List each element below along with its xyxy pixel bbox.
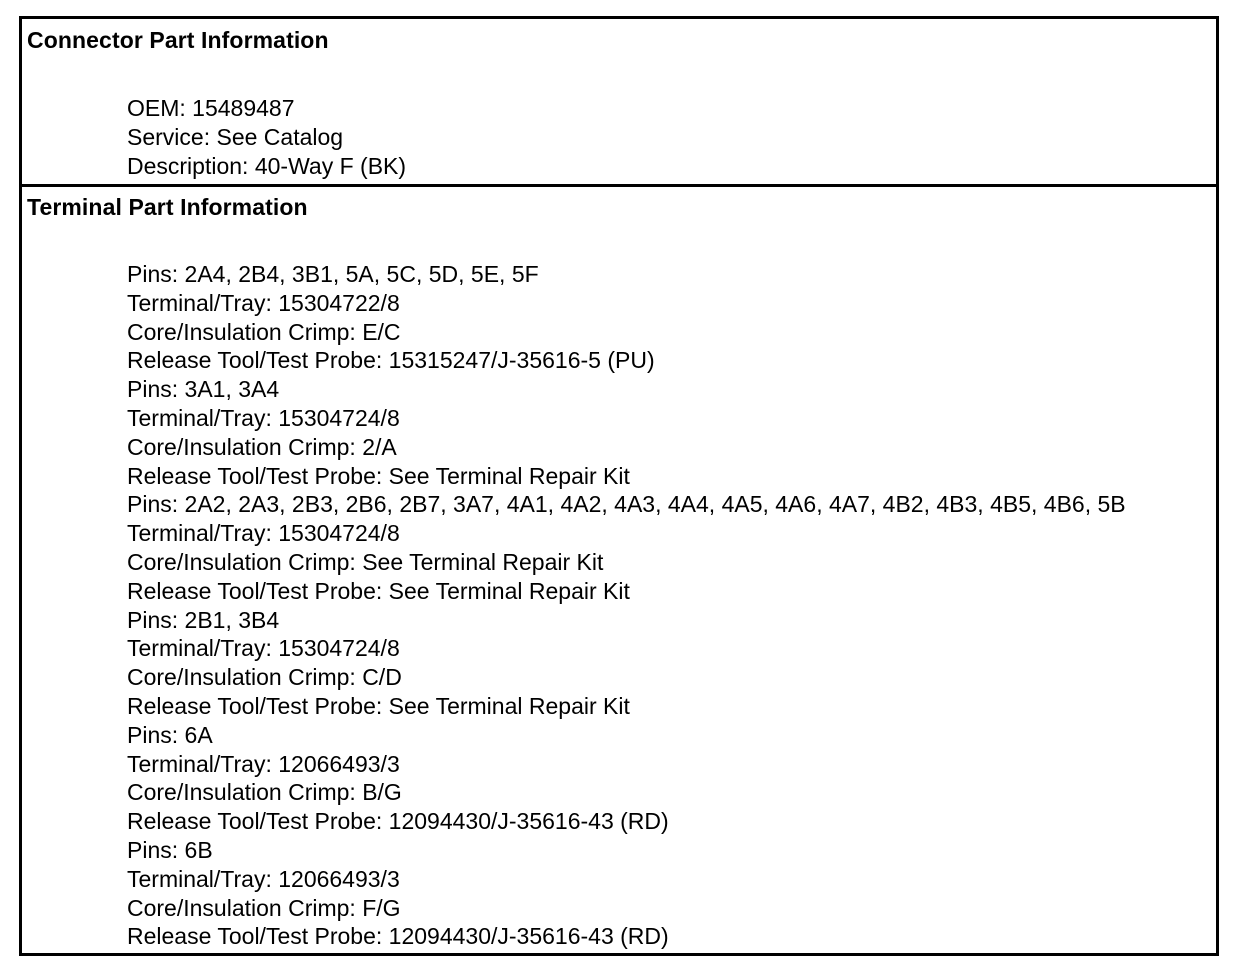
terminal-group-5-crimp: Core/Insulation Crimp: B/G [127,779,402,806]
terminal-group-2-release-tool: Release Tool/Test Probe: See Terminal Repair Kit [127,462,630,489]
terminal-group-6-pins: Pins: 6B [127,836,213,863]
terminal-group-6-crimp: Core/Insulation Crimp: F/G [127,894,401,921]
connector-description-line: Description: 40-Way F (BK) [127,152,407,179]
terminal-group-5-tray: Terminal/Tray: 12066493/3 [127,750,400,777]
terminal-group-1-tray: Terminal/Tray: 15304722/8 [127,289,400,316]
connector-section-title: Connector Part Information [27,27,329,53]
terminal-group-2-pins: Pins: 3A1, 3A4 [127,376,280,403]
terminal-group-3-pins: Pins: 2A2, 2A3, 2B3, 2B6, 2B7, 3A7, 4A1, 4A2, 4A3, 4A4, 4A5, 4A6, 4A7, 4B2, 4B3, 4B5, 4B6, 5B [127,491,1126,518]
terminal-group-1-crimp: Core/Insulation Crimp: E/C [127,318,401,345]
terminal-group-6-tray: Terminal/Tray: 12066493/3 [127,865,400,892]
terminal-group-1-pins: Pins: 2A4, 2B4, 3B1, 5A, 5C, 5D, 5E, 5F [127,261,539,287]
terminal-group-5-pins: Pins: 6A [127,721,213,748]
terminal-group-2-tray: Terminal/Tray: 15304724/8 [127,404,400,431]
connector-service-line: Service: See Catalog [127,123,344,150]
terminal-detail-list [127,260,1126,951]
connector-oem-line: OEM: 15489487 [127,95,295,121]
connector-part-section [22,19,1216,187]
terminal-group-1-release-tool: Release Tool/Test Probe: 15315247/J-35616-5 (PU) [127,347,655,374]
terminal-section-title: Terminal Part Information [27,194,308,220]
part-information-table [19,16,1219,956]
terminal-group-3-tray: Terminal/Tray: 15304724/8 [127,520,400,547]
terminal-group-3-release-tool: Release Tool/Test Probe: See Terminal Repair Kit [127,577,630,604]
terminal-group-4-pins: Pins: 2B1, 3B4 [127,606,280,633]
terminal-group-3-crimp: Core/Insulation Crimp: See Terminal Repair Kit [127,548,604,575]
connector-detail-list [127,94,406,180]
terminal-group-4-crimp: Core/Insulation Crimp: C/D [127,664,402,691]
terminal-group-6-release-tool: Release Tool/Test Probe: 12094430/J-35616-43 (RD) [127,923,669,950]
terminal-part-section [22,187,1216,953]
terminal-group-4-release-tool: Release Tool/Test Probe: See Terminal Repair Kit [127,692,630,719]
terminal-group-4-tray: Terminal/Tray: 15304724/8 [127,635,400,662]
terminal-group-2-crimp: Core/Insulation Crimp: 2/A [127,433,397,460]
terminal-group-5-release-tool: Release Tool/Test Probe: 12094430/J-35616-43 (RD) [127,808,669,835]
